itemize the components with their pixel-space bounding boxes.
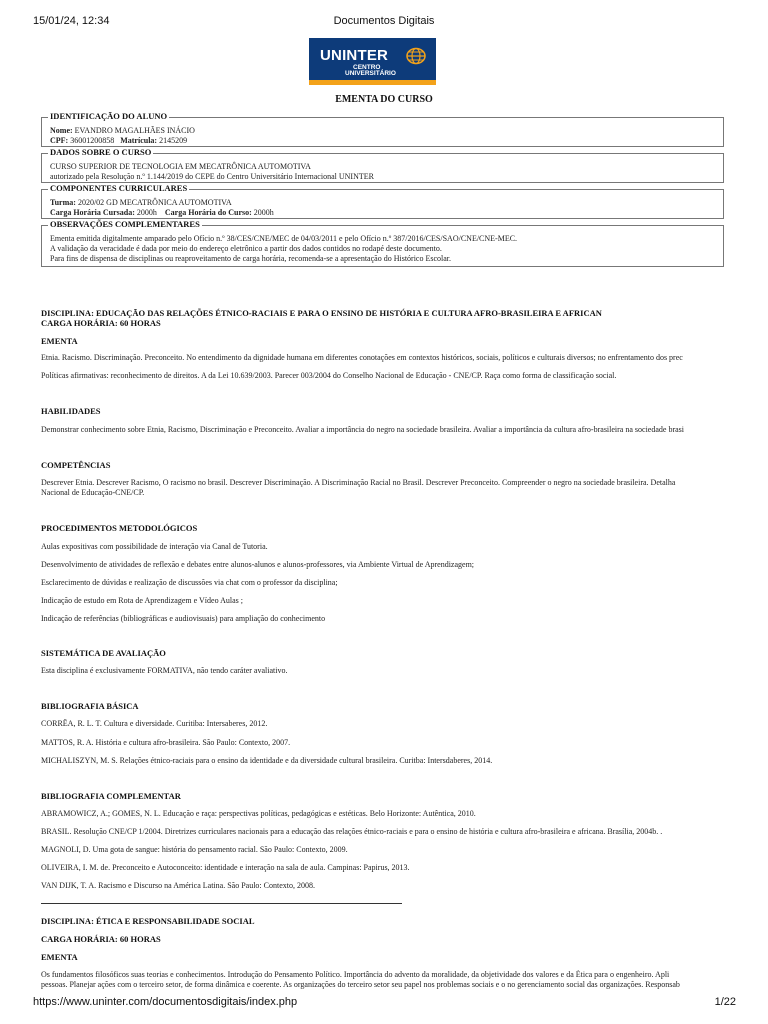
logo-band bbox=[309, 80, 436, 85]
section-heading-bibliografia-complementar: BIBLIOGRAFIA COMPLEMENTAR bbox=[41, 791, 181, 801]
procedimento-item: Indicação de estudo em Rota de Aprendizagem e Vídeo Aulas ; bbox=[41, 596, 244, 605]
procedimento-item: Desenvolvimento de atividades de reflexão e debates entre alunos-alunos e alunos-professores, via Ambiente Virtual de Aprendizagem; bbox=[41, 560, 475, 569]
habilidades-text: Demonstrar conhecimento sobre Etnia, Racismo, Discriminação e Preconceito. Avaliar a importância do negro na sociedade brasileira. Avaliar a importância da cultura afro-brasileira na sociedade brasi bbox=[41, 425, 684, 434]
observation-line: Ementa emitida digitalmente amparado pelo Ofício n.º 38/CES/CNE/MEC de 04/03/2011 e pelo Ofício n.º 387/2016/CES/SAO/CNE/CNE-MEC. bbox=[50, 234, 518, 243]
bibliography-item: MAGNOLI, D. Uma gota de sangue: história do pensamento racial. São Paulo: Contexto, 2009. bbox=[41, 845, 348, 854]
section-heading-ementa: EMENTA bbox=[41, 336, 78, 346]
carga-cursada-label: Carga Horária Cursada: bbox=[50, 208, 135, 217]
competencias-text: Nacional de Educação-CNE/CP. bbox=[41, 488, 145, 497]
matricula-label: Matrícula: bbox=[120, 136, 158, 145]
competencias-text: Descrever Etnia. Descrever Racismo, O racismo no brasil. Descrever Discriminação. A Discriminação Racial no Brasil. Descrever Preconceito. Compreender o negro na sociedade brasileira. Detalha bbox=[41, 478, 676, 487]
observations-legend: OBSERVAÇÕES COMPLEMENTARES bbox=[50, 219, 200, 229]
section-heading-avaliacao: SISTEMÁTICA DE AVALIAÇÃO bbox=[41, 648, 166, 658]
bibliography-item: OLIVEIRA, I. M. de. Preconceito e Autoconceito: identidade e interação na sala de aula. Campinas: Papirus, 2013. bbox=[41, 863, 410, 872]
components-box bbox=[41, 183, 724, 219]
course-name: CURSO SUPERIOR DE TECNOLOGIA EM MECATRÔNICA AUTOMOTIVA bbox=[50, 162, 311, 171]
section-heading-habilidades: HABILIDADES bbox=[41, 406, 101, 416]
components-legend: COMPONENTES CURRICULARES bbox=[50, 183, 188, 193]
procedimento-item: Aulas expositivas com possibilidade de interação via Canal de Tutoria. bbox=[41, 542, 268, 551]
ementa-text: Políticas afirmativas: reconhecimento de direitos. A da Lei 10.639/2003. Parecer 003/2004 do Conselho Nacional de Educação - CNE/CP. Raça como forma de classificação social. bbox=[41, 371, 617, 380]
procedimento-item: Indicação de referências (bibliográficas e audiovisuais) para ampliação do conhecimento bbox=[41, 614, 326, 623]
browser-print-footer bbox=[0, 996, 768, 1012]
print-url[interactable]: https://www.uninter.com/documentosdigitais/index.php bbox=[33, 996, 298, 1008]
document-title: EMENTA DO CURSO bbox=[335, 94, 433, 105]
course-authorization: autorizado pela Resolução n.º 1.144/2019 do CEPE do Centro Universitário Internacional UNINTER bbox=[50, 172, 374, 181]
student-box bbox=[41, 111, 724, 147]
bibliography-item: CORRÊA, R. L. T. Cultura e diversidade. Curitiba: Intersaberes, 2012. bbox=[41, 719, 268, 728]
discipline-title: DISCIPLINA: ÉTICA E RESPONSABILIDADE SOCIAL bbox=[41, 916, 255, 926]
student-matricula: 2145209 bbox=[159, 136, 188, 145]
discipline-title: DISCIPLINA: EDUCAÇÃO DAS RELAÇÕES ÉTNICO-RACIAIS E PARA O ENSINO DE HISTÓRIA E CULTURA AFRO-BRASILEIRA E AFRICAN bbox=[41, 308, 602, 318]
observations-box bbox=[41, 219, 724, 267]
globe-icon bbox=[405, 47, 427, 65]
turma-label: Turma: bbox=[50, 198, 76, 207]
ementa-text: Os fundamentos filosóficos suas teorias e conhecimentos. Introdução do Pensamento Político. Importância do advento da moralidade, da objetividade dos valores e da Ética para o engenheiro. Apli bbox=[41, 970, 670, 979]
section-heading-ementa: EMENTA bbox=[41, 952, 78, 962]
course-box bbox=[41, 147, 724, 183]
uninter-logo bbox=[309, 38, 436, 85]
carga-curso-label: Carga Horária do Curso: bbox=[164, 208, 252, 217]
print-page-title: Documentos Digitais bbox=[333, 15, 435, 27]
browser-print-header bbox=[0, 15, 768, 31]
print-timestamp: 15/01/24, 12:34 bbox=[33, 15, 110, 27]
logo-name: UNINTER bbox=[320, 47, 389, 64]
ementa-text: Etnia. Racismo. Discriminação. Preconceito. No entendimento da dignidade humana em diferentes conotações em contextos históricos, sociais, políticos e culturais diversos; no enfrentamento dos prec bbox=[41, 353, 683, 362]
name-label: Nome: bbox=[50, 126, 73, 135]
bibliography-item: MATTOS, R. A. História e cultura afro-brasileira. São Paulo: Contexto, 2007. bbox=[41, 738, 291, 747]
observation-line: Para fins de dispensa de disciplinas ou reaproveitamento de carga horária, recomenda-se a apresentação do Histórico Escolar. bbox=[50, 254, 452, 263]
procedimento-item: Esclarecimento de dúvidas e realização de discussões via chat com o professor da disciplina; bbox=[41, 578, 338, 587]
student-cpf: 36001200858 bbox=[70, 136, 115, 145]
section-heading-procedimentos: PROCEDIMENTOS METODOLÓGICOS bbox=[41, 523, 198, 533]
ementa-text: pessoas. Planejar ações com o terceiro setor, de forma dinâmica e coerente. As organizações do terceiro setor seu papel nos problemas sociais e o no gerenciamento social das organizações. Responsab bbox=[41, 980, 680, 989]
student-name: EVANDRO MAGALHÃES INÁCIO bbox=[74, 126, 195, 135]
student-legend: IDENTIFICAÇÃO DO ALUNO bbox=[50, 111, 168, 121]
cpf-label: CPF: bbox=[50, 136, 69, 145]
bibliography-item: VAN DIJK, T. A. Racismo e Discurso na América Latina. São Paulo: Contexto, 2008. bbox=[41, 881, 315, 890]
print-page-number: 1/22 bbox=[714, 996, 736, 1008]
carga-cursada-value: 2000h bbox=[136, 208, 157, 217]
carga-curso-value: 2000h bbox=[253, 208, 274, 217]
turma-value: 2020/02 GD MECATRÔNICA AUTOMOTIVA bbox=[77, 198, 232, 207]
bibliography-item: MICHALISZYN, M. S. Relações étnico-raciais para o ensino da identidade e da diversidade cultural brasileira. Curitba: Intersdaberes, 2014. bbox=[41, 756, 493, 765]
logo-line2: UNIVERSITÁRIO bbox=[345, 70, 396, 77]
course-legend: DADOS SOBRE O CURSO bbox=[50, 147, 152, 157]
observation-line: A validação da veracidade é dada por meio do endereço eletrônico a partir dos dados contidos no rodapé deste documento. bbox=[50, 244, 442, 253]
discipline-divider bbox=[41, 903, 402, 904]
discipline-workload: CARGA HORÁRIA: 60 HORAS bbox=[41, 934, 161, 944]
bibliography-item: ABRAMOWICZ, A.; GOMES, N. L. Educação e raça: perspectivas políticas, pedagógicas e estéticas. Belo Horizonte: Autêntica, 2010. bbox=[41, 809, 476, 818]
discipline-workload: CARGA HORÁRIA: 60 HORAS bbox=[41, 318, 161, 328]
section-heading-competencias: COMPETÊNCIAS bbox=[41, 460, 111, 470]
bibliography-item: BRASIL. Resolução CNE/CP 1/2004. Diretrizes curriculares nacionais para a educação das relações étnico-raciais e para o ensino de história e cultura afro-brasileira e africana. Brasília, 2004b. . bbox=[41, 827, 663, 836]
section-heading-bibliografia-basica: BIBLIOGRAFIA BÁSICA bbox=[41, 701, 139, 711]
logo-line1: CENTRO bbox=[353, 64, 381, 71]
avaliacao-text: Esta disciplina é exclusivamente FORMATIVA, não tendo caráter avaliativo. bbox=[41, 666, 288, 675]
